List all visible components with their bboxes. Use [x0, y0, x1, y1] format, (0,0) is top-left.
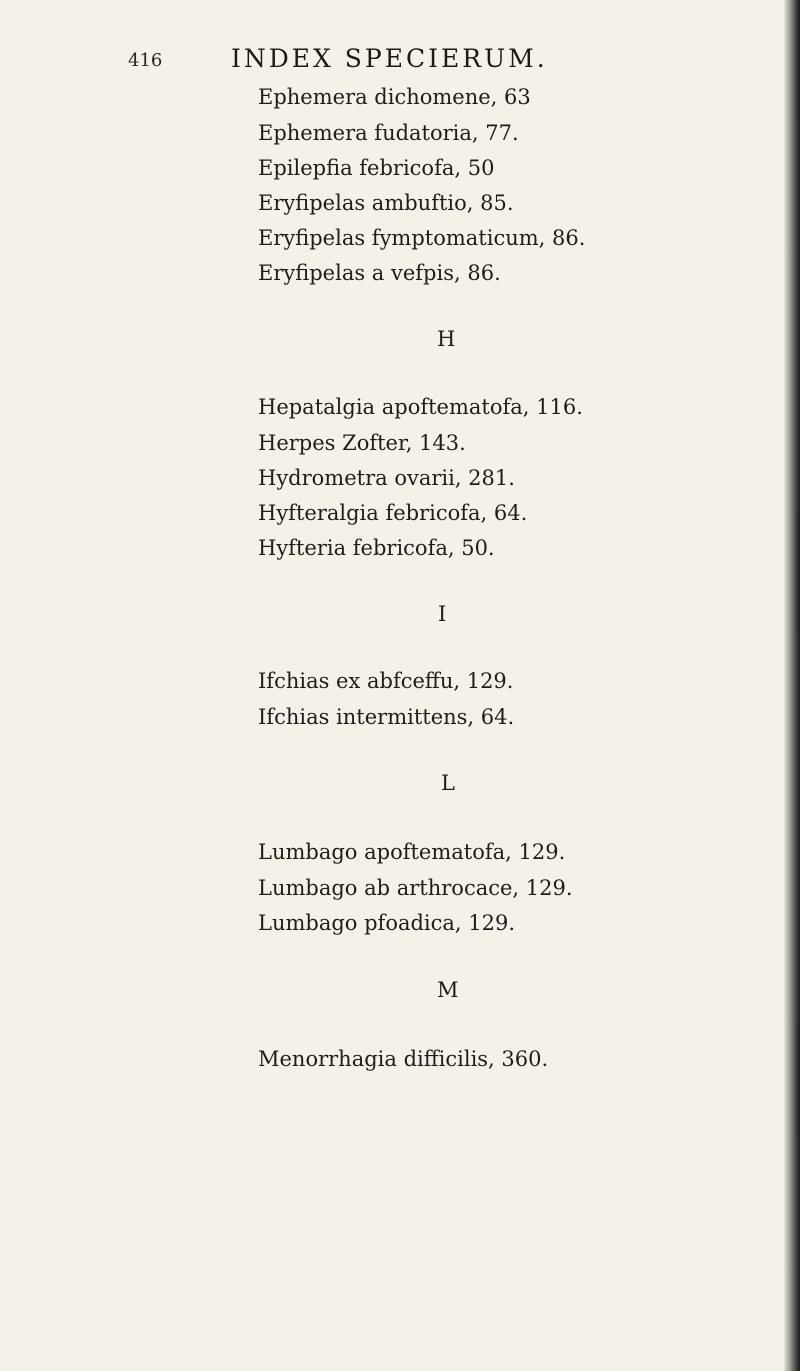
index-entry: Eryfipelas ambuftio, 85. [258, 191, 514, 215]
index-entry: Ifchias ex abfceffu, 129. [258, 669, 514, 693]
index-entry: Lumbago pfoadica, 129. [258, 911, 516, 935]
index-entry: Ifchias intermittens, 64. [258, 705, 515, 729]
section-letter-l: L [441, 771, 455, 795]
section-letter-h: H [437, 327, 456, 351]
index-entry: Ephemera fudatoria, 77. [258, 121, 519, 145]
book-spine-edge [784, 0, 800, 1371]
index-entry: Herpes Zofter, 143. [258, 431, 466, 455]
page-header [0, 40, 780, 84]
index-entry: Menorrhagia difficilis, 360. [258, 1047, 549, 1071]
page-number: 416 [128, 50, 163, 71]
index-entry: Eryfipelas fymptomaticum, 86. [258, 226, 586, 250]
index-entry: Lumbago apoftematofa, 129. [258, 840, 566, 864]
index-entry: Hyfteralgia febricofa, 64. [258, 501, 528, 525]
index-entry: Eryfipelas a vefpis, 86. [258, 261, 501, 285]
index-entry: Ephemera dichomene, 63 [258, 85, 531, 109]
section-letter-m: M [437, 978, 459, 1002]
index-entry: Hepatalgia apoftematofa, 116. [258, 395, 583, 419]
running-head: INDEX SPECIERUM. [231, 44, 548, 73]
index-entry: Hydrometra ovarii, 281. [258, 466, 515, 490]
index-entry: Hyfteria febricofa, 50. [258, 536, 495, 560]
section-letter-i: I [438, 602, 447, 626]
index-entry: Epilepfia febricofa, 50 [258, 156, 495, 180]
index-entry: Lumbago ab arthrocace, 129. [258, 876, 573, 900]
